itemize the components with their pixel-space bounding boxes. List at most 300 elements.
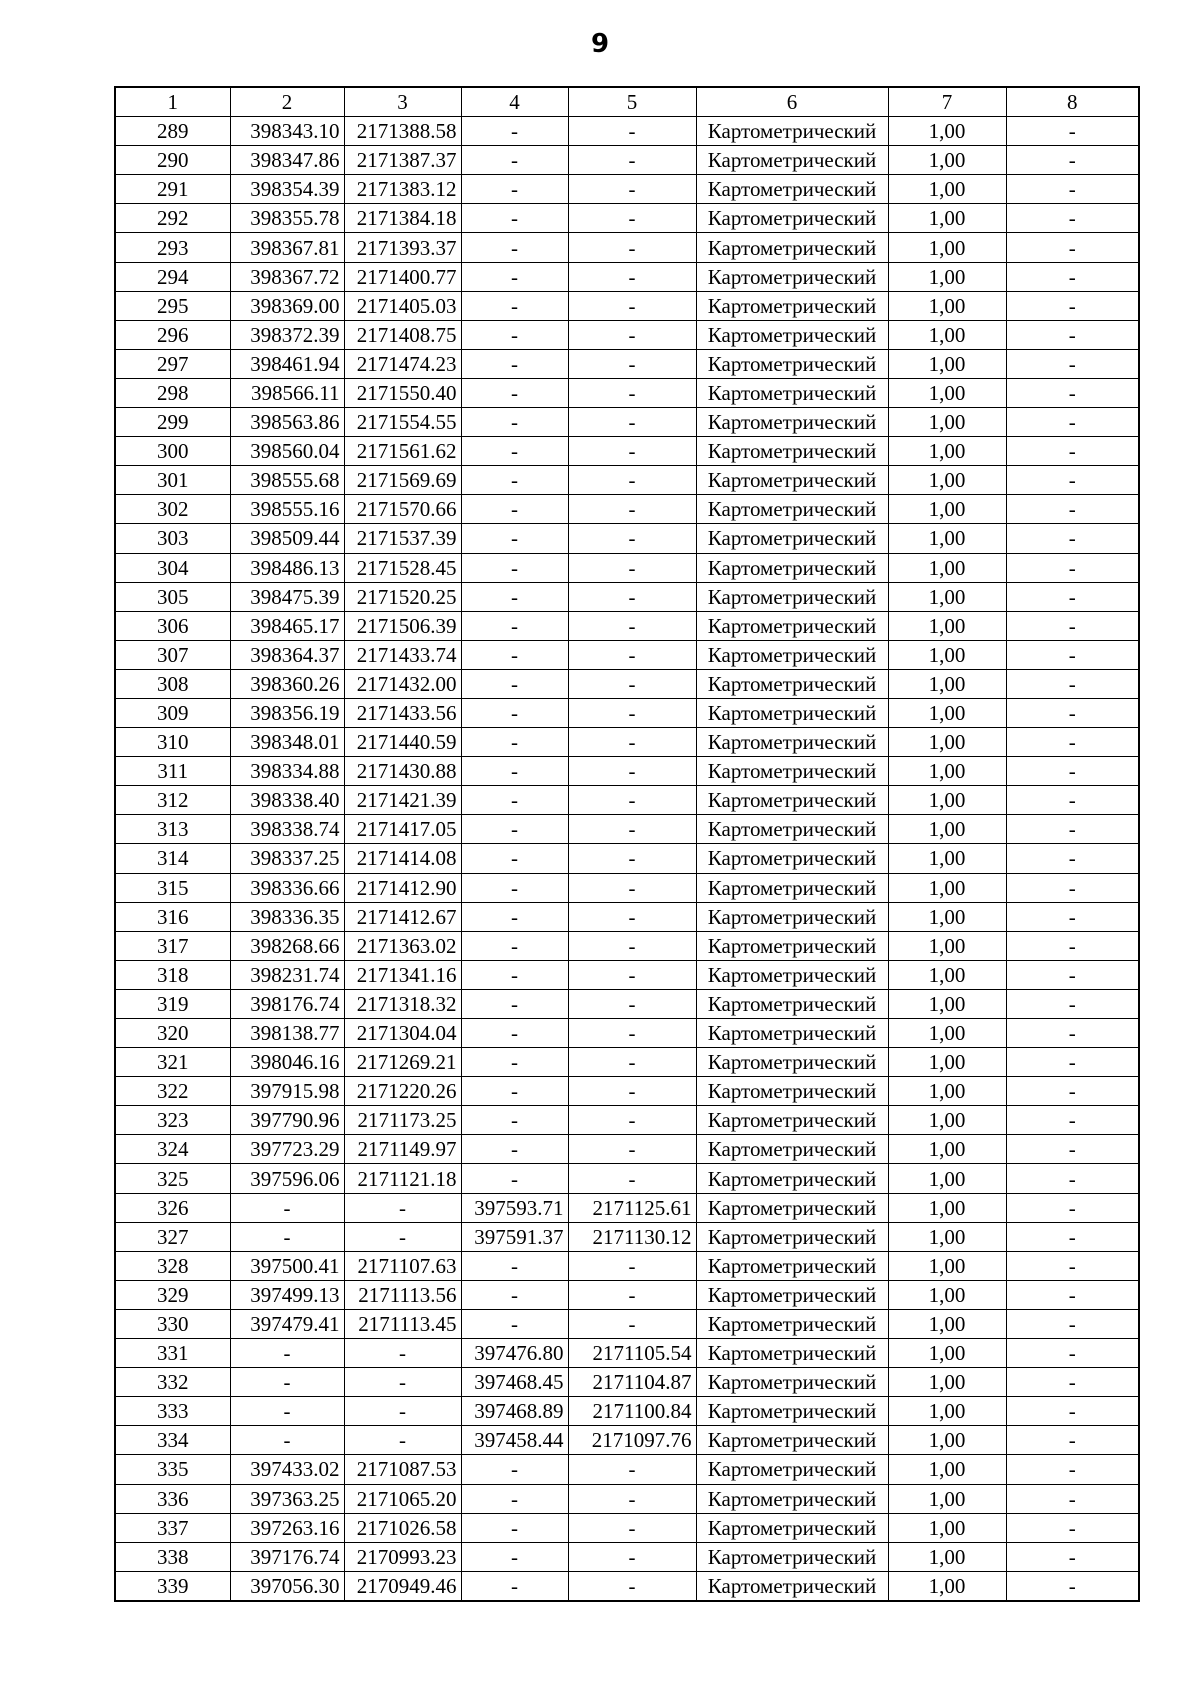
point-number-cell: 319 <box>115 989 230 1018</box>
method-cell: Картометрический <box>696 1019 888 1048</box>
table-row <box>115 1193 1139 1222</box>
accuracy-cell: 1,00 <box>888 320 1006 349</box>
x-coord-cell: - <box>230 1339 344 1368</box>
x-new-coord-cell: 397476.80 <box>461 1339 568 1368</box>
x-coord-cell: - <box>230 1397 344 1426</box>
description-cell: - <box>1006 1222 1139 1251</box>
x-new-coord-cell: - <box>461 175 568 204</box>
method-cell: Картометрический <box>696 1280 888 1309</box>
method-cell: Картометрический <box>696 320 888 349</box>
x-new-coord-cell: - <box>461 262 568 291</box>
x-coord-cell: 397363.25 <box>230 1484 344 1513</box>
method-cell: Картометрический <box>696 1164 888 1193</box>
x-coord-cell: - <box>230 1368 344 1397</box>
table-row <box>115 1106 1139 1135</box>
y-new-coord-cell: - <box>568 844 696 873</box>
method-cell: Картометрический <box>696 728 888 757</box>
y-coord-cell: 2171400.77 <box>344 262 461 291</box>
table-row <box>115 1280 1139 1309</box>
description-cell: - <box>1006 1135 1139 1164</box>
method-cell: Картометрический <box>696 640 888 669</box>
table-row <box>115 437 1139 466</box>
accuracy-cell: 1,00 <box>888 378 1006 407</box>
x-new-coord-cell: - <box>461 1455 568 1484</box>
method-cell: Картометрический <box>696 815 888 844</box>
method-cell: Картометрический <box>696 844 888 873</box>
method-cell: Картометрический <box>696 1426 888 1455</box>
method-cell: Картометрический <box>696 1542 888 1571</box>
x-new-coord-cell: - <box>461 1048 568 1077</box>
y-coord-cell: 2171528.45 <box>344 553 461 582</box>
point-number-cell: 314 <box>115 844 230 873</box>
description-cell: - <box>1006 1397 1139 1426</box>
y-coord-cell: 2171412.67 <box>344 902 461 931</box>
table-header-row <box>115 87 1139 117</box>
table-row <box>115 1455 1139 1484</box>
y-coord-cell: 2171417.05 <box>344 815 461 844</box>
accuracy-cell: 1,00 <box>888 815 1006 844</box>
description-cell: - <box>1006 524 1139 553</box>
column-header: 1 <box>115 87 230 117</box>
y-new-coord-cell: - <box>568 466 696 495</box>
y-new-coord-cell: - <box>568 611 696 640</box>
x-coord-cell: 398360.26 <box>230 669 344 698</box>
x-new-coord-cell: - <box>461 495 568 524</box>
x-coord-cell: 397596.06 <box>230 1164 344 1193</box>
y-coord-cell: 2171113.45 <box>344 1309 461 1338</box>
x-new-coord-cell: - <box>461 553 568 582</box>
table-row <box>115 1368 1139 1397</box>
table-row <box>115 466 1139 495</box>
description-cell: - <box>1006 291 1139 320</box>
x-coord-cell: 398231.74 <box>230 960 344 989</box>
x-coord-cell: 398355.78 <box>230 204 344 233</box>
point-number-cell: 317 <box>115 931 230 960</box>
table-row <box>115 786 1139 815</box>
accuracy-cell: 1,00 <box>888 844 1006 873</box>
x-new-coord-cell: - <box>461 1542 568 1571</box>
x-coord-cell: 398509.44 <box>230 524 344 553</box>
table-row <box>115 815 1139 844</box>
column-header: 8 <box>1006 87 1139 117</box>
y-coord-cell: 2170949.46 <box>344 1571 461 1601</box>
x-new-coord-cell: 397593.71 <box>461 1193 568 1222</box>
y-new-coord-cell: - <box>568 902 696 931</box>
x-new-coord-cell: - <box>461 873 568 902</box>
x-new-coord-cell: - <box>461 1251 568 1280</box>
description-cell: - <box>1006 640 1139 669</box>
accuracy-cell: 1,00 <box>888 1397 1006 1426</box>
x-coord-cell: 398336.66 <box>230 873 344 902</box>
y-new-coord-cell: - <box>568 262 696 291</box>
point-number-cell: 309 <box>115 698 230 727</box>
x-coord-cell: 398348.01 <box>230 728 344 757</box>
point-number-cell: 292 <box>115 204 230 233</box>
x-new-coord-cell: - <box>461 1106 568 1135</box>
method-cell: Картометрический <box>696 1455 888 1484</box>
point-number-cell: 306 <box>115 611 230 640</box>
y-new-coord-cell: - <box>568 1571 696 1601</box>
y-coord-cell: 2171432.00 <box>344 669 461 698</box>
accuracy-cell: 1,00 <box>888 1484 1006 1513</box>
description-cell: - <box>1006 1368 1139 1397</box>
y-coord-cell: - <box>344 1222 461 1251</box>
x-new-coord-cell: - <box>461 291 568 320</box>
y-coord-cell: 2171341.16 <box>344 960 461 989</box>
table-row <box>115 1251 1139 1280</box>
x-new-coord-cell: - <box>461 466 568 495</box>
point-number-cell: 326 <box>115 1193 230 1222</box>
x-coord-cell: - <box>230 1193 344 1222</box>
table-row <box>115 960 1139 989</box>
y-new-coord-cell: - <box>568 698 696 727</box>
x-new-coord-cell: - <box>461 931 568 960</box>
accuracy-cell: 1,00 <box>888 1571 1006 1601</box>
x-coord-cell: 397433.02 <box>230 1455 344 1484</box>
point-number-cell: 293 <box>115 233 230 262</box>
description-cell: - <box>1006 669 1139 698</box>
method-cell: Картометрический <box>696 495 888 524</box>
method-cell: Картометрический <box>696 1309 888 1338</box>
x-coord-cell: 397500.41 <box>230 1251 344 1280</box>
y-new-coord-cell: - <box>568 960 696 989</box>
y-coord-cell: 2171412.90 <box>344 873 461 902</box>
page-number: 9 <box>590 29 610 59</box>
method-cell: Картометрический <box>696 1193 888 1222</box>
y-new-coord-cell: - <box>568 786 696 815</box>
table-row <box>115 262 1139 291</box>
x-new-coord-cell: - <box>461 902 568 931</box>
x-new-coord-cell: - <box>461 146 568 175</box>
x-coord-cell: 397056.30 <box>230 1571 344 1601</box>
point-number-cell: 313 <box>115 815 230 844</box>
point-number-cell: 320 <box>115 1019 230 1048</box>
description-cell: - <box>1006 1280 1139 1309</box>
column-header: 7 <box>888 87 1006 117</box>
table-row <box>115 698 1139 727</box>
y-coord-cell: 2171570.66 <box>344 495 461 524</box>
y-coord-cell: 2170993.23 <box>344 1542 461 1571</box>
x-coord-cell: 397499.13 <box>230 1280 344 1309</box>
x-coord-cell: 398367.81 <box>230 233 344 262</box>
y-coord-cell: 2171506.39 <box>344 611 461 640</box>
x-coord-cell: 398343.10 <box>230 117 344 146</box>
point-number-cell: 301 <box>115 466 230 495</box>
y-new-coord-cell: - <box>568 233 696 262</box>
y-new-coord-cell: - <box>568 582 696 611</box>
y-coord-cell: - <box>344 1368 461 1397</box>
y-coord-cell: 2171087.53 <box>344 1455 461 1484</box>
y-new-coord-cell: - <box>568 204 696 233</box>
x-new-coord-cell: - <box>461 233 568 262</box>
x-coord-cell: 398475.39 <box>230 582 344 611</box>
y-new-coord-cell: - <box>568 1135 696 1164</box>
point-number-cell: 338 <box>115 1542 230 1571</box>
method-cell: Картометрический <box>696 669 888 698</box>
accuracy-cell: 1,00 <box>888 1222 1006 1251</box>
column-header: 6 <box>696 87 888 117</box>
method-cell: Картометрический <box>696 1048 888 1077</box>
accuracy-cell: 1,00 <box>888 1164 1006 1193</box>
method-cell: Картометрический <box>696 1251 888 1280</box>
y-coord-cell: 2171554.55 <box>344 408 461 437</box>
description-cell: - <box>1006 349 1139 378</box>
method-cell: Картометрический <box>696 873 888 902</box>
method-cell: Картометрический <box>696 757 888 786</box>
x-coord-cell: 398372.39 <box>230 320 344 349</box>
method-cell: Картометрический <box>696 960 888 989</box>
y-coord-cell: 2171421.39 <box>344 786 461 815</box>
y-coord-cell: - <box>344 1426 461 1455</box>
accuracy-cell: 1,00 <box>888 1455 1006 1484</box>
table-row <box>115 1019 1139 1048</box>
table-row <box>115 1135 1139 1164</box>
description-cell: - <box>1006 1455 1139 1484</box>
method-cell: Картометрический <box>696 349 888 378</box>
column-header: 5 <box>568 87 696 117</box>
description-cell: - <box>1006 1339 1139 1368</box>
table-row <box>115 640 1139 669</box>
y-new-coord-cell: - <box>568 1309 696 1338</box>
accuracy-cell: 1,00 <box>888 786 1006 815</box>
x-coord-cell: 398334.88 <box>230 757 344 786</box>
x-new-coord-cell: - <box>461 204 568 233</box>
x-new-coord-cell: - <box>461 786 568 815</box>
y-coord-cell: 2171537.39 <box>344 524 461 553</box>
accuracy-cell: 1,00 <box>888 960 1006 989</box>
accuracy-cell: 1,00 <box>888 1339 1006 1368</box>
y-coord-cell: 2171520.25 <box>344 582 461 611</box>
point-number-cell: 321 <box>115 1048 230 1077</box>
description-cell: - <box>1006 146 1139 175</box>
table-row <box>115 117 1139 146</box>
x-coord-cell: 397723.29 <box>230 1135 344 1164</box>
y-coord-cell: - <box>344 1339 461 1368</box>
accuracy-cell: 1,00 <box>888 117 1006 146</box>
point-number-cell: 299 <box>115 408 230 437</box>
method-cell: Картометрический <box>696 408 888 437</box>
description-cell: - <box>1006 262 1139 291</box>
table-row <box>115 1513 1139 1542</box>
accuracy-cell: 1,00 <box>888 873 1006 902</box>
x-new-coord-cell: - <box>461 640 568 669</box>
method-cell: Картометрический <box>696 1513 888 1542</box>
table-row <box>115 553 1139 582</box>
y-coord-cell: 2171121.18 <box>344 1164 461 1193</box>
x-new-coord-cell: - <box>461 1309 568 1338</box>
y-coord-cell: 2171065.20 <box>344 1484 461 1513</box>
x-coord-cell: 397790.96 <box>230 1106 344 1135</box>
accuracy-cell: 1,00 <box>888 1309 1006 1338</box>
method-cell: Картометрический <box>696 1339 888 1368</box>
x-coord-cell: 398555.68 <box>230 466 344 495</box>
method-cell: Картометрический <box>696 1106 888 1135</box>
table-row <box>115 1542 1139 1571</box>
point-number-cell: 290 <box>115 146 230 175</box>
x-coord-cell: 398337.25 <box>230 844 344 873</box>
description-cell: - <box>1006 1571 1139 1601</box>
y-new-coord-cell: - <box>568 1455 696 1484</box>
y-new-coord-cell: - <box>568 117 696 146</box>
point-number-cell: 291 <box>115 175 230 204</box>
x-coord-cell: 398336.35 <box>230 902 344 931</box>
y-coord-cell: 2171440.59 <box>344 728 461 757</box>
table-body <box>115 117 1139 1601</box>
y-new-coord-cell: - <box>568 495 696 524</box>
point-number-cell: 302 <box>115 495 230 524</box>
description-cell: - <box>1006 989 1139 1018</box>
y-coord-cell: 2171026.58 <box>344 1513 461 1542</box>
description-cell: - <box>1006 1309 1139 1338</box>
accuracy-cell: 1,00 <box>888 1077 1006 1106</box>
method-cell: Картометрический <box>696 1077 888 1106</box>
point-number-cell: 303 <box>115 524 230 553</box>
x-new-coord-cell: - <box>461 844 568 873</box>
table-row <box>115 175 1139 204</box>
description-cell: - <box>1006 1019 1139 1048</box>
y-coord-cell: 2171107.63 <box>344 1251 461 1280</box>
x-coord-cell: 398347.86 <box>230 146 344 175</box>
method-cell: Картометрический <box>696 262 888 291</box>
description-cell: - <box>1006 495 1139 524</box>
x-coord-cell: 397176.74 <box>230 1542 344 1571</box>
y-coord-cell: 2171474.23 <box>344 349 461 378</box>
x-coord-cell: 398560.04 <box>230 437 344 466</box>
column-header: 3 <box>344 87 461 117</box>
y-coord-cell: 2171569.69 <box>344 466 461 495</box>
x-new-coord-cell: - <box>461 437 568 466</box>
x-coord-cell: 398369.00 <box>230 291 344 320</box>
y-coord-cell: 2171113.56 <box>344 1280 461 1309</box>
description-cell: - <box>1006 1542 1139 1571</box>
y-new-coord-cell: 2171125.61 <box>568 1193 696 1222</box>
description-cell: - <box>1006 582 1139 611</box>
x-new-coord-cell: - <box>461 1484 568 1513</box>
accuracy-cell: 1,00 <box>888 669 1006 698</box>
method-cell: Картометрический <box>696 1571 888 1601</box>
method-cell: Картометрический <box>696 1222 888 1251</box>
x-coord-cell: 398356.19 <box>230 698 344 727</box>
description-cell: - <box>1006 466 1139 495</box>
x-new-coord-cell: - <box>461 1513 568 1542</box>
x-coord-cell: 398563.86 <box>230 408 344 437</box>
y-new-coord-cell: - <box>568 291 696 320</box>
x-new-coord-cell: - <box>461 320 568 349</box>
y-new-coord-cell: - <box>568 146 696 175</box>
description-cell: - <box>1006 204 1139 233</box>
method-cell: Картометрический <box>696 931 888 960</box>
y-new-coord-cell: - <box>568 1106 696 1135</box>
y-new-coord-cell: - <box>568 349 696 378</box>
accuracy-cell: 1,00 <box>888 262 1006 291</box>
description-cell: - <box>1006 873 1139 902</box>
table-row <box>115 611 1139 640</box>
y-new-coord-cell: - <box>568 669 696 698</box>
method-cell: Картометрический <box>696 902 888 931</box>
accuracy-cell: 1,00 <box>888 1368 1006 1397</box>
y-coord-cell: 2171304.04 <box>344 1019 461 1048</box>
y-new-coord-cell: - <box>568 989 696 1018</box>
x-new-coord-cell: 397458.44 <box>461 1426 568 1455</box>
description-cell: - <box>1006 1426 1139 1455</box>
accuracy-cell: 1,00 <box>888 698 1006 727</box>
y-new-coord-cell: - <box>568 1019 696 1048</box>
point-number-cell: 315 <box>115 873 230 902</box>
point-number-cell: 323 <box>115 1106 230 1135</box>
y-new-coord-cell: - <box>568 1542 696 1571</box>
table-row <box>115 931 1139 960</box>
y-new-coord-cell: - <box>568 553 696 582</box>
y-coord-cell: 2171363.02 <box>344 931 461 960</box>
x-new-coord-cell: 397468.45 <box>461 1368 568 1397</box>
description-cell: - <box>1006 175 1139 204</box>
description-cell: - <box>1006 1251 1139 1280</box>
description-cell: - <box>1006 1164 1139 1193</box>
x-new-coord-cell: - <box>461 1280 568 1309</box>
accuracy-cell: 1,00 <box>888 175 1006 204</box>
y-coord-cell: 2171550.40 <box>344 378 461 407</box>
method-cell: Картометрический <box>696 437 888 466</box>
description-cell: - <box>1006 960 1139 989</box>
accuracy-cell: 1,00 <box>888 989 1006 1018</box>
point-number-cell: 332 <box>115 1368 230 1397</box>
point-number-cell: 316 <box>115 902 230 931</box>
x-new-coord-cell: - <box>461 698 568 727</box>
method-cell: Картометрический <box>696 611 888 640</box>
x-coord-cell: 398555.16 <box>230 495 344 524</box>
x-new-coord-cell: - <box>461 989 568 1018</box>
y-coord-cell: 2171433.74 <box>344 640 461 669</box>
accuracy-cell: 1,00 <box>888 1048 1006 1077</box>
y-coord-cell: 2171269.21 <box>344 1048 461 1077</box>
method-cell: Картометрический <box>696 117 888 146</box>
description-cell: - <box>1006 117 1139 146</box>
accuracy-cell: 1,00 <box>888 902 1006 931</box>
x-new-coord-cell: 397468.89 <box>461 1397 568 1426</box>
point-number-cell: 337 <box>115 1513 230 1542</box>
y-new-coord-cell: - <box>568 1513 696 1542</box>
x-new-coord-cell: - <box>461 757 568 786</box>
point-number-cell: 335 <box>115 1455 230 1484</box>
accuracy-cell: 1,00 <box>888 582 1006 611</box>
method-cell: Картометрический <box>696 1135 888 1164</box>
y-coord-cell: 2171383.12 <box>344 175 461 204</box>
table-row <box>115 728 1139 757</box>
accuracy-cell: 1,00 <box>888 437 1006 466</box>
table-row <box>115 378 1139 407</box>
y-new-coord-cell: - <box>568 378 696 407</box>
x-coord-cell: 398138.77 <box>230 1019 344 1048</box>
description-cell: - <box>1006 611 1139 640</box>
x-new-coord-cell: - <box>461 582 568 611</box>
y-coord-cell: 2171388.58 <box>344 117 461 146</box>
y-coord-cell: 2171220.26 <box>344 1077 461 1106</box>
x-new-coord-cell: - <box>461 378 568 407</box>
point-number-cell: 339 <box>115 1571 230 1601</box>
point-number-cell: 328 <box>115 1251 230 1280</box>
y-coord-cell: 2171414.08 <box>344 844 461 873</box>
point-number-cell: 325 <box>115 1164 230 1193</box>
table-row <box>115 989 1139 1018</box>
x-new-coord-cell: 397591.37 <box>461 1222 568 1251</box>
point-number-cell: 318 <box>115 960 230 989</box>
y-new-coord-cell: 2171100.84 <box>568 1397 696 1426</box>
table-row <box>115 1077 1139 1106</box>
method-cell: Картометрический <box>696 146 888 175</box>
table-row <box>115 1397 1139 1426</box>
x-coord-cell: 398461.94 <box>230 349 344 378</box>
y-new-coord-cell: - <box>568 1048 696 1077</box>
